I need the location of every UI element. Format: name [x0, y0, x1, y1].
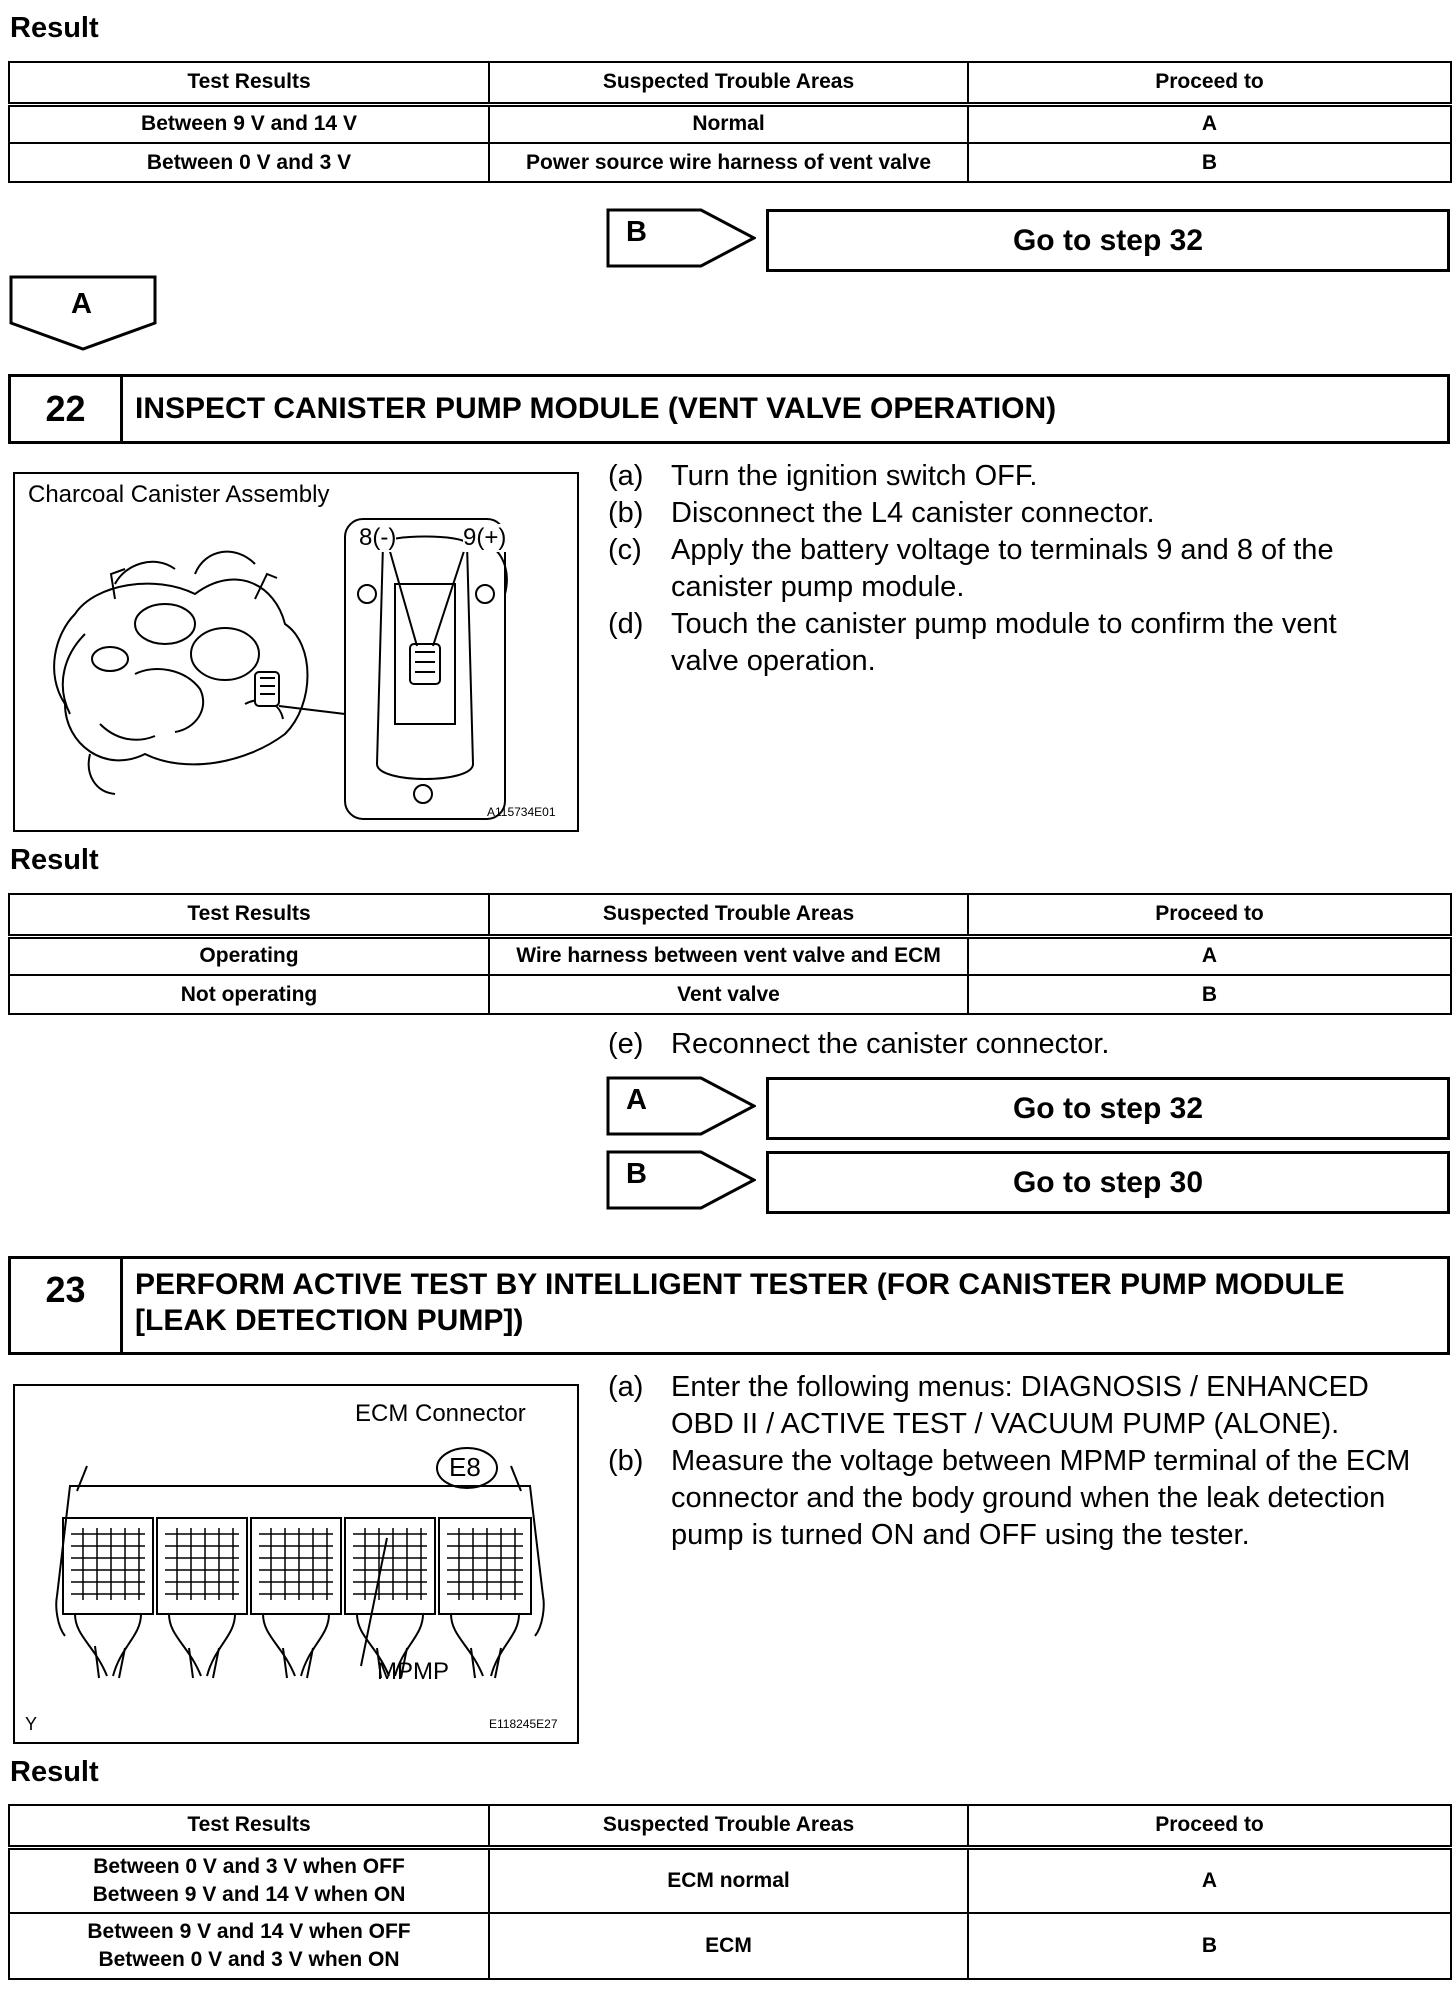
go-to-step-button[interactable]: Go to step 32 — [766, 209, 1450, 272]
result-table-1 — [8, 61, 1452, 183]
result-heading: Result — [10, 1756, 99, 1788]
table-row — [9, 1913, 1451, 1979]
cell-proceed: B — [968, 1913, 1451, 1979]
cell-proceed: A — [968, 104, 1451, 143]
terminal-8-label: 8(-) — [359, 524, 397, 551]
figure-code: E118245E27 — [489, 1717, 558, 1731]
header-proceed-to: Proceed to — [968, 894, 1451, 936]
instruction-item — [608, 532, 1408, 606]
ecm-connector-figure — [13, 1384, 579, 1744]
step-23-header — [8, 1256, 1450, 1355]
result-heading: Result — [10, 844, 99, 876]
instruction-text: Reconnect the canister connector. — [671, 1028, 1110, 1060]
header-test-results: Test Results — [9, 894, 489, 936]
connector-id-label: E8 — [449, 1452, 481, 1482]
cell-result — [9, 1847, 489, 1913]
step-23-instructions — [608, 1369, 1438, 1554]
instruction-item — [608, 1369, 1438, 1443]
table-row — [9, 936, 1451, 975]
canister-figure — [13, 472, 579, 832]
cell-proceed: A — [968, 936, 1451, 975]
instruction-item — [608, 495, 1408, 532]
branch-letter: B — [626, 1158, 647, 1190]
instruction-text: Turn the ignition switch OFF. — [671, 460, 1038, 492]
header-test-results: Test Results — [9, 1805, 489, 1847]
cell-proceed: B — [968, 975, 1451, 1014]
branch-b-arrow[interactable] — [606, 208, 756, 268]
terminal-9-label: 9(+) — [463, 524, 507, 551]
go-to-step-button[interactable]: Go to step 30 — [766, 1151, 1450, 1214]
continue-a-marker[interactable] — [9, 275, 157, 351]
instruction-label: (c) — [608, 534, 642, 566]
instruction-label: (d) — [608, 608, 644, 640]
ecm-connector-illustration — [15, 1386, 577, 1742]
branch-a-arrow[interactable] — [606, 1076, 756, 1136]
cell-result: Not operating — [9, 975, 489, 1014]
cell-area: Vent valve — [489, 975, 968, 1014]
instruction-text: Apply the battery voltage to terminals 9 and 8 of the canister pump module. — [671, 534, 1334, 603]
continue-letter: A — [71, 288, 92, 320]
header-suspected-areas: Suspected Trouble Areas — [489, 894, 968, 936]
instruction-text: Touch the canister pump module to confirm the vent valve operation. — [671, 608, 1337, 677]
step-title: INSPECT CANISTER PUMP MODULE (VENT VALVE OPERATION) — [135, 392, 1057, 425]
table-row — [9, 1847, 1451, 1913]
instruction-label: (b) — [608, 497, 644, 529]
instruction-label: (e) — [608, 1028, 644, 1060]
corner-letter: Y — [25, 1714, 38, 1734]
cell-proceed: B — [968, 143, 1451, 182]
cell-result: Operating — [9, 936, 489, 975]
cell-result: Between 9 V and 14 V — [9, 104, 489, 143]
cell-result: Between 0 V and 3 V — [9, 143, 489, 182]
table-row — [9, 104, 1451, 143]
header-proceed-to: Proceed to — [968, 1805, 1451, 1847]
cell-area: Normal — [489, 104, 968, 143]
table-row — [9, 975, 1451, 1014]
header-proceed-to: Proceed to — [968, 62, 1451, 104]
instruction-item — [608, 606, 1408, 680]
branch-letter: A — [626, 1084, 647, 1116]
instruction-label: (a) — [608, 460, 644, 492]
result-line: Between 0 V and 3 V when OFF — [93, 1854, 405, 1878]
instruction-item — [608, 1443, 1438, 1554]
branch-b-arrow[interactable] — [606, 1150, 756, 1210]
go-to-step-button[interactable]: Go to step 32 — [766, 1077, 1450, 1140]
result-table-2 — [8, 893, 1452, 1015]
cell-area: ECM normal — [489, 1847, 968, 1913]
cell-area: Power source wire harness of vent valve — [489, 143, 968, 182]
figure-title: ECM Connector — [355, 1400, 526, 1427]
instruction-label: (b) — [608, 1445, 644, 1477]
result-line: Between 9 V and 14 V when OFF — [87, 1920, 411, 1943]
cell-area: Wire harness between vent valve and ECM — [489, 936, 968, 975]
instruction-text: Measure the voltage between MPMP terminal of the ECM connector and the body ground when the leak detection pump is turned ON and OFF using the tester. — [671, 1445, 1411, 1551]
figure-code: A115734E01 — [487, 805, 556, 819]
result-line: Between 9 V and 14 V when ON — [92, 1882, 406, 1906]
step-title: PERFORM ACTIVE TEST BY INTELLIGENT TESTER (FOR CANISTER PUMP MODULE [LEAK DETECTION PUMP]) — [135, 1268, 1345, 1337]
result-table-3 — [8, 1804, 1452, 1980]
header-test-results: Test Results — [9, 62, 489, 104]
cell-area: ECM — [489, 1913, 968, 1979]
step-number: 23 — [11, 1259, 123, 1352]
instruction-item — [608, 1026, 1408, 1063]
instruction-label: (a) — [608, 1371, 644, 1403]
cell-proceed: A — [968, 1847, 1451, 1913]
cell-result — [9, 1913, 489, 1979]
instruction-text: Enter the following menus: DIAGNOSIS / ENHANCED OBD II / ACTIVE TEST / VACUUM PUMP (ALONE). — [671, 1371, 1369, 1440]
table-row — [9, 143, 1451, 182]
step-22-instructions — [608, 458, 1408, 680]
instruction-text: Disconnect the L4 canister connector. — [671, 497, 1155, 529]
header-suspected-areas: Suspected Trouble Areas — [489, 62, 968, 104]
result-heading: Result — [10, 12, 99, 44]
step-22-header — [8, 374, 1450, 444]
header-suspected-areas: Suspected Trouble Areas — [489, 1805, 968, 1847]
figure-title: Charcoal Canister Assembly — [28, 481, 330, 508]
step-22-instruction-e — [608, 1026, 1408, 1063]
step-number: 22 — [11, 377, 123, 441]
branch-letter: B — [626, 216, 647, 248]
instruction-item — [608, 458, 1408, 495]
result-line: Between 0 V and 3 V when ON — [98, 1948, 400, 1971]
mpmp-pin-label: MPMP — [377, 1658, 449, 1685]
